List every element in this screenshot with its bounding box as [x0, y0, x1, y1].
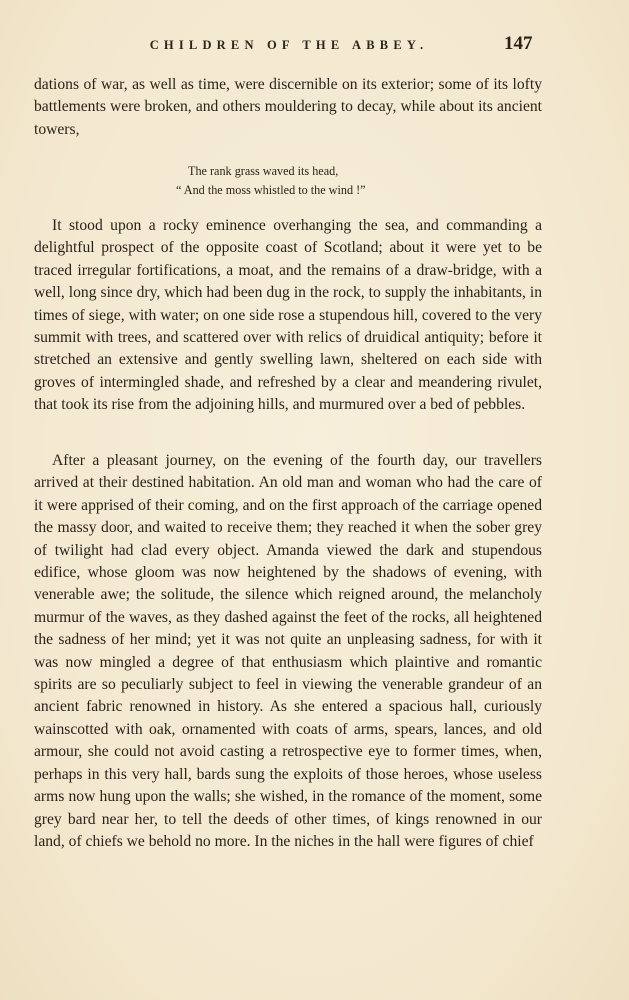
verse-quotation [170, 162, 470, 199]
paragraph-journey [34, 450, 542, 853]
page-number: 147 [504, 33, 533, 54]
running-head: CHILDREN OF THE ABBEY. [149, 38, 429, 52]
paragraph-opening [34, 74, 542, 141]
paragraph-rock [34, 215, 542, 417]
paragraph-rock-text: It stood upon a rocky eminence overhanging the sea, and commanding a delightful prospect of the opposite coast of Scotland; about it were yet to be traced irregular fortifications, a moat, and the remains of a draw-bridge, with a well, long since dry, which had been dug in the rock, to supply the inhabitants, in times of siege, with water; on one side rose a stupendous hill, covered to the very summit with trees, and scattered over with relics of druidical antiquity; before it stretched an extensive and gently swelling lawn, sheltered on each side with groves of intermingled shade, and refreshed by a clear and meandering rivulet, that took its rise from the adjoining hills, and murmured over a bed of pebbles. [34, 217, 542, 414]
verse-line-2: “ And the moss whistled to the wind !” [176, 182, 366, 197]
verse-line-1: The rank grass waved its head, [188, 164, 339, 178]
paragraph-journey-text: After a pleasant journey, on the evening of the fourth day, our travellers arrived at their destined habitation. An old man and woman who had the care of it were apprised of their coming, and on the first approach of the carriage opened the massy door, and waited to receive them; they reached it when the sober grey of twilight had clad every object. Amanda viewed the dark and stupendous edifice, whose gloom was now heightened by the shadows of evening, with venerable awe; the solitude, the silence which reigned around, the melancholy murmur of the waves, as they dashed against the feet of the rocks, all heightened the sadness of her mind; yet it was not quite an unpleasing sadness, for with it was now mingled a degree of that enthusiasm which plaintive and romantic spirits are so peculiarly subject to feel in viewing the venerable grandeur of an ancient fabric renowned in history. As she entered a spacious hall, curiously wainscotted with oak, ornamented with coats of arms, spears, lances, and old armour, she could not avoid casting a retrospective eye to former times, when, perhaps in this very hall, bards sung the exploits of those heroes, whose useless arms now hung upon the walls; she wished, in the romance of the moment, some grey bard near her, to tell the deeds of other times, of kings renowned in our land, of chiefs we behold no more. In the niches in the hall were figures of chief [34, 452, 542, 850]
paragraph-opening-text: dations of war, as well as time, were discernible on its exterior; some of its lofty battlements were broken, and others mouldering to decay, while about its ancient towers, [34, 76, 542, 138]
